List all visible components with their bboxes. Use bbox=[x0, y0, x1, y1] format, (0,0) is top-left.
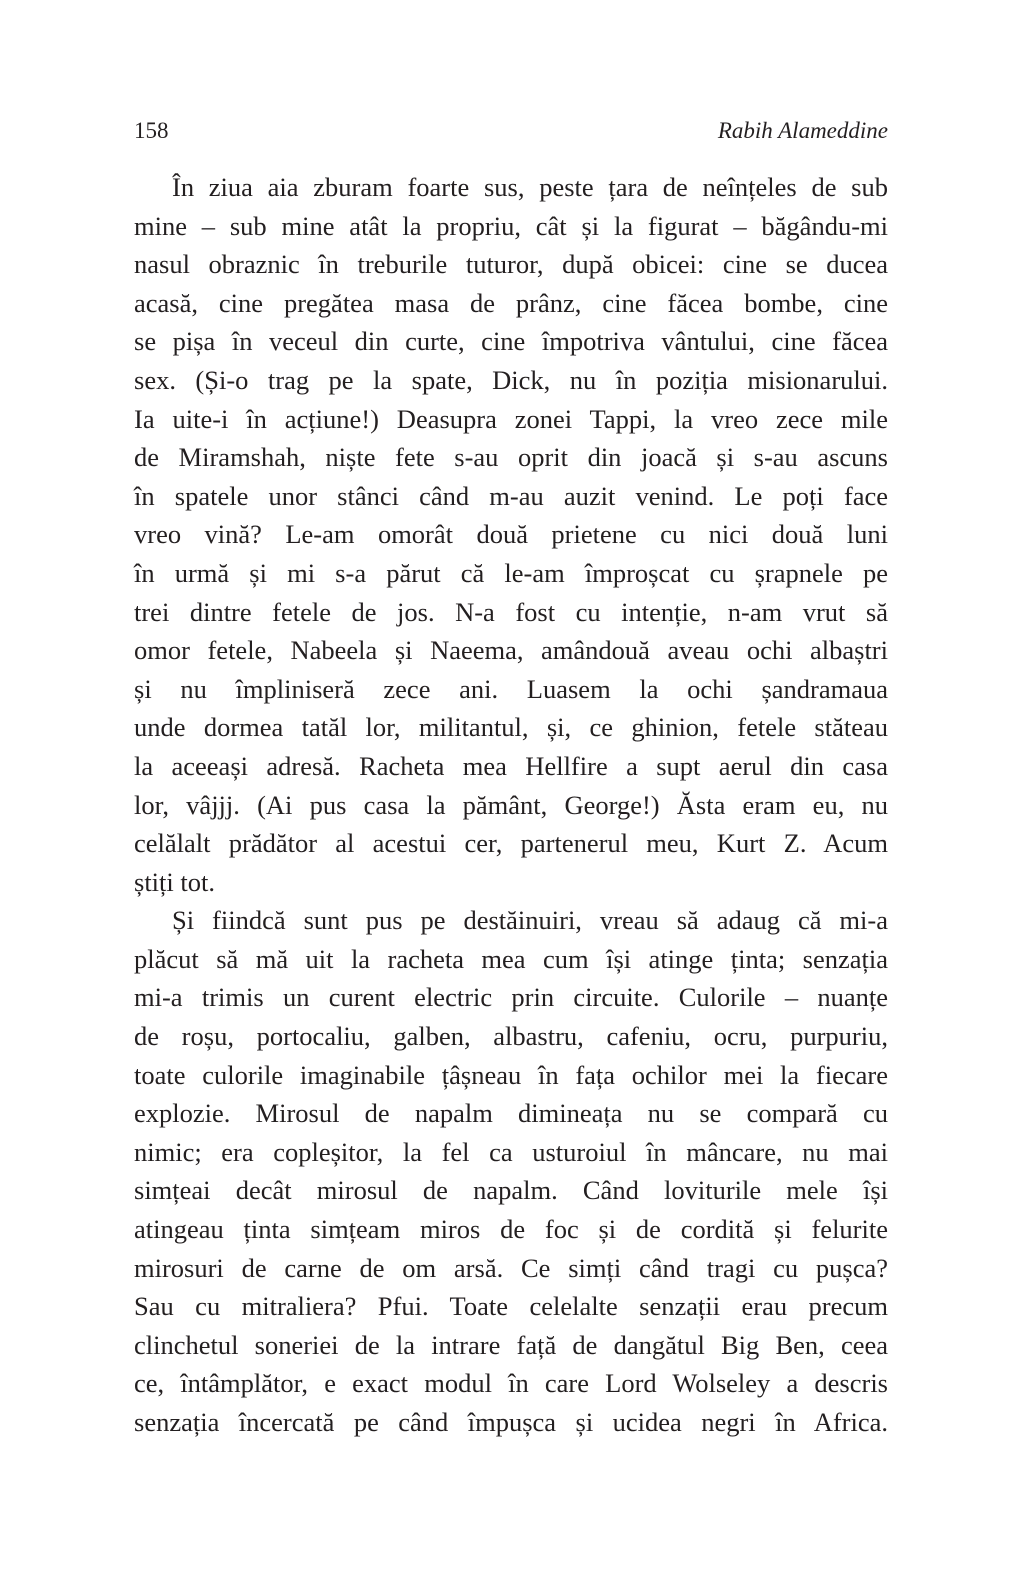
body-text bbox=[134, 168, 888, 1442]
text-line: unde dormea tatăl lor, militantul, și, ce ghinion, fetele stăteau bbox=[134, 712, 888, 743]
text-line: simțeai decât mirosul de napalm. Când loviturile mele își bbox=[134, 1175, 888, 1206]
text-line: în spatele unor stânci când m-au auzit venind. Le poți face bbox=[134, 480, 888, 511]
text-line: Sau cu mitraliera? Pfui. Toate celelalte senzații erau precum bbox=[134, 1291, 888, 1322]
text-line: plăcut să mă uit la racheta mea cum își atinge ținta; senzația bbox=[134, 943, 888, 974]
text-line: în urmă și mi s-a părut că le-am împroșcat cu șrapnele pe bbox=[134, 557, 888, 588]
text-line: nimic; era copleșitor, la fel ca usturoiul în mâncare, nu mai bbox=[134, 1136, 888, 1167]
text-line: de Miramshah, niște fete s-au oprit din joacă și s-au ascuns bbox=[134, 442, 888, 473]
text-line: trei dintre fetele de jos. N-a fost cu intenție, n-am vrut să bbox=[134, 596, 888, 627]
running-header-author: Rabih Alameddine bbox=[717, 118, 888, 143]
page-number: 158 bbox=[134, 118, 169, 143]
text-line: se pișa în veceul din curte, cine împotriva vântului, cine făcea bbox=[134, 326, 888, 357]
text-line: și nu împliniseră zece ani. Luasem la ochi șandramaua bbox=[134, 673, 888, 704]
text-line: celălalt prădător al acestui cer, partenerul meu, Kurt Z. Acum bbox=[134, 828, 888, 859]
text-line: la aceeași adresă. Racheta mea Hellfire a supt aerul din casa bbox=[134, 750, 888, 781]
text-line: vreo vină? Le-am omorât două prietene cu nici două luni bbox=[134, 519, 888, 550]
text-line: de roșu, portocaliu, galben, albastru, cafeniu, ocru, purpuriu, bbox=[134, 1021, 888, 1052]
text-line: Și fiindcă sunt pus pe destăinuiri, vreau să adaug că mi-a bbox=[172, 905, 888, 936]
text-line: nasul obraznic în treburile tuturor, după obicei: cine se ducea bbox=[134, 249, 888, 280]
text-line: toate culorile imaginabile țâșneau în fața ochilor mei la fiecare bbox=[134, 1059, 888, 1090]
text-line: știți tot. bbox=[134, 866, 215, 897]
text-line: clinchetul soneriei de la intrare față de dangătul Big Ben, ceea bbox=[134, 1329, 888, 1360]
text-line: mine – sub mine atât la propriu, cât și la figurat – băgându-mi bbox=[134, 210, 888, 241]
text-line: lor, vâjjj. (Ai pus casa la pământ, George!) Ăsta eram eu, nu bbox=[134, 789, 888, 820]
text-line: sex. (Și-o trag pe la spate, Dick, nu în poziția misionarului. bbox=[134, 364, 888, 395]
text-line: Ia uite-i în acțiune!) Deasupra zonei Tappi, la vreo zece mile bbox=[134, 403, 888, 434]
text-line: mi-a trimis un curent electric prin circuite. Culorile – nuanțe bbox=[134, 982, 888, 1013]
text-line: explozie. Mirosul de napalm dimineața nu se compară cu bbox=[134, 1098, 888, 1129]
text-line: acasă, cine pregătea masa de prânz, cine făcea bombe, cine bbox=[134, 287, 888, 318]
text-line: mirosuri de carne de om arsă. Ce simți când tragi cu pușca? bbox=[134, 1252, 888, 1283]
text-line: senzația încercată pe când împușca și ucidea negri în Africa. bbox=[134, 1407, 888, 1437]
text-line: atingeau ținta simțeam miros de foc și de cordită și felurite bbox=[134, 1214, 888, 1245]
text-line: În ziua aia zburam foarte sus, peste țara de neînțeles de sub bbox=[172, 172, 888, 202]
text-line: omor fetele, Nabeela și Naeema, amândouă aveau ochi albaștri bbox=[134, 635, 888, 666]
text-line: ce, întâmplător, e exact modul în care Lord Wolseley a descris bbox=[134, 1368, 888, 1399]
